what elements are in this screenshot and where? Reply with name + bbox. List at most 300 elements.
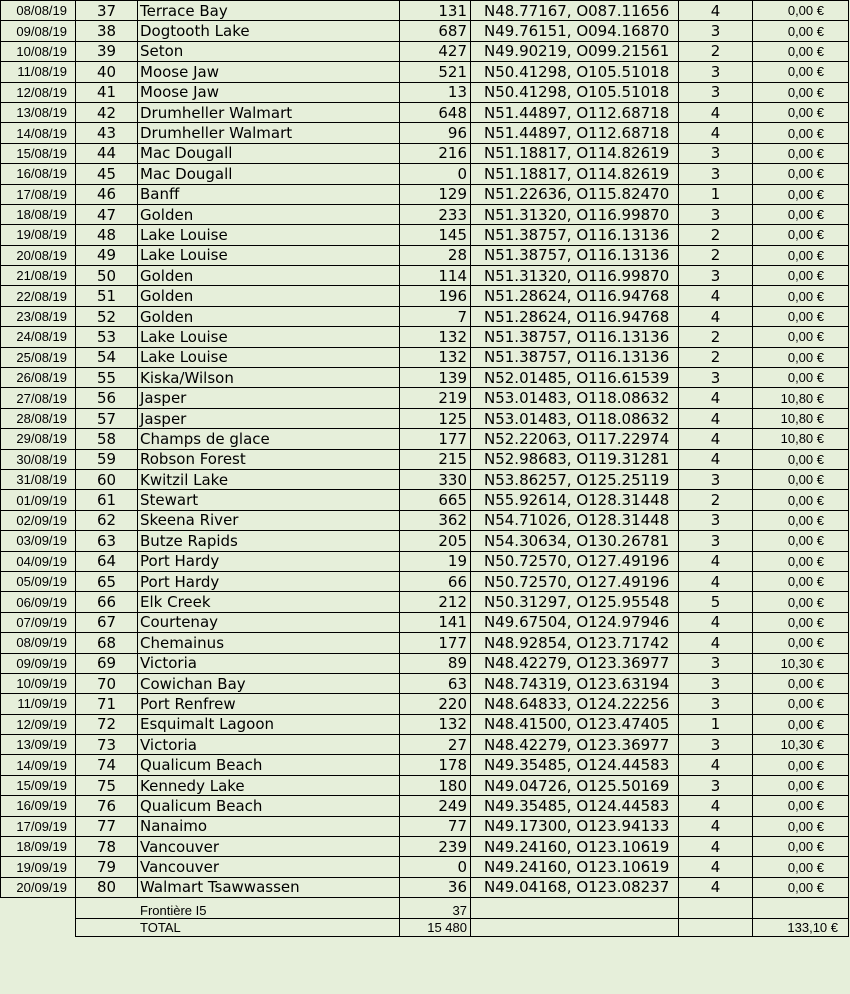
stage-number-cell: 74 [76, 755, 138, 775]
distance-km-cell: 132 [400, 327, 471, 347]
place-cell: Cowichan Bay [138, 673, 400, 693]
distance-km-cell: 131 [400, 1, 471, 21]
stage-number-cell: 53 [76, 327, 138, 347]
table-row [1, 184, 849, 204]
date-cell: 19/09/19 [1, 857, 76, 877]
cost-cell: 0,00 € [753, 82, 849, 102]
place-cell: Lake Louise [138, 327, 400, 347]
cost-cell: 0,00 € [753, 816, 849, 836]
gps-coordinates-cell: N53.01483, O118.08632 [471, 408, 679, 428]
cost-cell: 0,00 € [753, 123, 849, 143]
table-row [1, 673, 849, 693]
border-crossing-km: 37 [400, 898, 471, 919]
stage-number-cell: 49 [76, 245, 138, 265]
table-row [1, 102, 849, 122]
cost-cell: 0,00 € [753, 368, 849, 388]
table-row [1, 266, 849, 286]
place-cell: Jasper [138, 388, 400, 408]
distance-km-cell: 180 [400, 775, 471, 795]
distance-km-cell: 648 [400, 102, 471, 122]
place-cell: Golden [138, 204, 400, 224]
gps-coordinates-cell: N49.04726, O125.50169 [471, 775, 679, 795]
rating-cell: 4 [679, 877, 753, 897]
cost-cell: 0,00 € [753, 571, 849, 591]
footer-empty-cell [753, 898, 849, 919]
place-cell: Moose Jaw [138, 62, 400, 82]
gps-coordinates-cell: N49.24160, O123.10619 [471, 837, 679, 857]
place-cell: Golden [138, 286, 400, 306]
rating-cell: 3 [679, 653, 753, 673]
place-cell: Champs de glace [138, 429, 400, 449]
cost-cell: 10,80 € [753, 388, 849, 408]
distance-km-cell: 36 [400, 877, 471, 897]
table-row [1, 347, 849, 367]
place-cell: Elk Creek [138, 592, 400, 612]
place-cell: Port Hardy [138, 551, 400, 571]
trip-log-body [1, 1, 849, 898]
date-cell: 31/08/19 [1, 469, 76, 489]
stage-number-cell: 59 [76, 449, 138, 469]
stage-number-cell: 75 [76, 775, 138, 795]
footer-empty-cell [1, 898, 76, 919]
cost-cell: 10,30 € [753, 735, 849, 755]
date-cell: 23/08/19 [1, 306, 76, 326]
rating-cell: 2 [679, 347, 753, 367]
stage-number-cell: 58 [76, 429, 138, 449]
gps-coordinates-cell: N51.22636, O115.82470 [471, 184, 679, 204]
distance-km-cell: 66 [400, 571, 471, 591]
distance-km-cell: 89 [400, 653, 471, 673]
distance-km-cell: 330 [400, 469, 471, 489]
date-cell: 16/09/19 [1, 796, 76, 816]
place-cell: Golden [138, 266, 400, 286]
cost-cell: 0,00 € [753, 755, 849, 775]
place-cell: Robson Forest [138, 449, 400, 469]
date-cell: 17/08/19 [1, 184, 76, 204]
place-cell: Lake Louise [138, 225, 400, 245]
rating-cell: 4 [679, 286, 753, 306]
gps-coordinates-cell: N51.28624, O116.94768 [471, 306, 679, 326]
date-cell: 26/08/19 [1, 368, 76, 388]
rating-cell: 2 [679, 41, 753, 61]
rating-cell: 4 [679, 837, 753, 857]
place-cell: Walmart Tsawwassen [138, 877, 400, 897]
table-row [1, 551, 849, 571]
table-row [1, 327, 849, 347]
rating-cell: 3 [679, 204, 753, 224]
place-cell: Kwitzil Lake [138, 469, 400, 489]
rating-cell: 4 [679, 102, 753, 122]
distance-km-cell: 205 [400, 531, 471, 551]
place-cell: Nanaimo [138, 816, 400, 836]
cost-cell: 0,00 € [753, 245, 849, 265]
table-row [1, 62, 849, 82]
table-row [1, 82, 849, 102]
stage-number-cell: 60 [76, 469, 138, 489]
rating-cell: 3 [679, 62, 753, 82]
rating-cell: 4 [679, 612, 753, 632]
cost-cell: 0,00 € [753, 837, 849, 857]
distance-km-cell: 13 [400, 82, 471, 102]
gps-coordinates-cell: N54.30634, O130.26781 [471, 531, 679, 551]
stage-number-cell: 55 [76, 368, 138, 388]
place-cell: Kennedy Lake [138, 775, 400, 795]
stage-number-cell: 79 [76, 857, 138, 877]
gps-coordinates-cell: N51.38757, O116.13136 [471, 327, 679, 347]
date-cell: 15/09/19 [1, 775, 76, 795]
stage-number-cell: 77 [76, 816, 138, 836]
gps-coordinates-cell: N52.98683, O119.31281 [471, 449, 679, 469]
date-cell: 13/08/19 [1, 102, 76, 122]
stage-number-cell: 42 [76, 102, 138, 122]
distance-km-cell: 212 [400, 592, 471, 612]
gps-coordinates-cell: N49.24160, O123.10619 [471, 857, 679, 877]
cost-cell: 0,00 € [753, 857, 849, 877]
gps-coordinates-cell: N51.18817, O114.82619 [471, 164, 679, 184]
date-cell: 28/08/19 [1, 408, 76, 428]
cost-cell: 0,00 € [753, 796, 849, 816]
date-cell: 16/08/19 [1, 164, 76, 184]
place-cell: Courtenay [138, 612, 400, 632]
stage-number-cell: 41 [76, 82, 138, 102]
border-crossing-row [1, 898, 849, 919]
gps-coordinates-cell: N50.72570, O127.49196 [471, 551, 679, 571]
date-cell: 21/08/19 [1, 266, 76, 286]
date-cell: 12/09/19 [1, 714, 76, 734]
distance-km-cell: 177 [400, 633, 471, 653]
place-cell: Qualicum Beach [138, 755, 400, 775]
trip-log-footer [1, 898, 849, 937]
cost-cell: 0,00 € [753, 286, 849, 306]
table-row [1, 633, 849, 653]
date-cell: 25/08/19 [1, 347, 76, 367]
gps-coordinates-cell: N51.18817, O114.82619 [471, 143, 679, 163]
place-cell: Jasper [138, 408, 400, 428]
rating-cell: 4 [679, 816, 753, 836]
distance-km-cell: 77 [400, 816, 471, 836]
stage-number-cell: 48 [76, 225, 138, 245]
table-row [1, 714, 849, 734]
distance-km-cell: 665 [400, 490, 471, 510]
gps-coordinates-cell: N51.31320, O116.99870 [471, 204, 679, 224]
stage-number-cell: 45 [76, 164, 138, 184]
rating-cell: 4 [679, 123, 753, 143]
stage-number-cell: 73 [76, 735, 138, 755]
date-cell: 10/09/19 [1, 673, 76, 693]
distance-km-cell: 233 [400, 204, 471, 224]
cost-cell: 0,00 € [753, 673, 849, 693]
total-label: TOTAL [76, 919, 400, 937]
table-row [1, 469, 849, 489]
stage-number-cell: 64 [76, 551, 138, 571]
date-cell: 04/09/19 [1, 551, 76, 571]
distance-km-cell: 63 [400, 673, 471, 693]
distance-km-cell: 96 [400, 123, 471, 143]
table-row [1, 164, 849, 184]
gps-coordinates-cell: N52.22063, O117.22974 [471, 429, 679, 449]
stage-number-cell: 76 [76, 796, 138, 816]
cost-cell: 0,00 € [753, 1, 849, 21]
date-cell: 14/08/19 [1, 123, 76, 143]
rating-cell: 1 [679, 714, 753, 734]
table-row [1, 123, 849, 143]
date-cell: 18/09/19 [1, 837, 76, 857]
rating-cell: 3 [679, 673, 753, 693]
place-cell: Butze Rapids [138, 531, 400, 551]
table-row [1, 592, 849, 612]
stage-number-cell: 54 [76, 347, 138, 367]
table-row [1, 653, 849, 673]
rating-cell: 1 [679, 184, 753, 204]
gps-coordinates-cell: N50.31297, O125.95548 [471, 592, 679, 612]
stage-number-cell: 51 [76, 286, 138, 306]
table-row [1, 571, 849, 591]
cost-cell: 0,00 € [753, 775, 849, 795]
rating-cell: 4 [679, 857, 753, 877]
table-row [1, 694, 849, 714]
cost-cell: 0,00 € [753, 225, 849, 245]
cost-cell: 0,00 € [753, 877, 849, 897]
distance-km-cell: 129 [400, 184, 471, 204]
table-row [1, 143, 849, 163]
date-cell: 01/09/19 [1, 490, 76, 510]
table-row [1, 877, 849, 897]
gps-coordinates-cell: N49.35485, O124.44583 [471, 796, 679, 816]
table-row [1, 449, 849, 469]
place-cell: Kiska/Wilson [138, 368, 400, 388]
rating-cell: 4 [679, 796, 753, 816]
place-cell: Vancouver [138, 857, 400, 877]
footer-empty-cell [679, 898, 753, 919]
rating-cell: 3 [679, 266, 753, 286]
stage-number-cell: 70 [76, 673, 138, 693]
stage-number-cell: 39 [76, 41, 138, 61]
distance-km-cell: 145 [400, 225, 471, 245]
place-cell: Qualicum Beach [138, 796, 400, 816]
place-cell: Skeena River [138, 510, 400, 530]
place-cell: Mac Dougall [138, 143, 400, 163]
stage-number-cell: 38 [76, 21, 138, 41]
cost-cell: 0,00 € [753, 266, 849, 286]
cost-cell: 0,00 € [753, 694, 849, 714]
distance-km-cell: 132 [400, 714, 471, 734]
table-row [1, 531, 849, 551]
date-cell: 30/08/19 [1, 449, 76, 469]
date-cell: 15/08/19 [1, 143, 76, 163]
rating-cell: 5 [679, 592, 753, 612]
place-cell: Lake Louise [138, 347, 400, 367]
footer-empty-cell [471, 919, 679, 937]
place-cell: Moose Jaw [138, 82, 400, 102]
gps-coordinates-cell: N51.38757, O116.13136 [471, 347, 679, 367]
place-cell: Lake Louise [138, 245, 400, 265]
table-row [1, 510, 849, 530]
gps-coordinates-cell: N48.92854, O123.71742 [471, 633, 679, 653]
place-cell: Seton [138, 41, 400, 61]
stage-number-cell: 37 [76, 1, 138, 21]
rating-cell: 4 [679, 449, 753, 469]
cost-cell: 0,00 € [753, 164, 849, 184]
stage-number-cell: 61 [76, 490, 138, 510]
cost-cell: 0,00 € [753, 469, 849, 489]
place-cell: Mac Dougall [138, 164, 400, 184]
footer-empty-cell [679, 919, 753, 937]
distance-km-cell: 239 [400, 837, 471, 857]
place-cell: Golden [138, 306, 400, 326]
stage-number-cell: 40 [76, 62, 138, 82]
rating-cell: 2 [679, 327, 753, 347]
stage-number-cell: 71 [76, 694, 138, 714]
distance-km-cell: 0 [400, 857, 471, 877]
table-row [1, 388, 849, 408]
table-row [1, 306, 849, 326]
cost-cell: 0,00 € [753, 62, 849, 82]
rating-cell: 3 [679, 735, 753, 755]
footer-empty-cell [471, 898, 679, 919]
cost-cell: 10,80 € [753, 408, 849, 428]
rating-cell: 4 [679, 429, 753, 449]
place-cell: Drumheller Walmart [138, 102, 400, 122]
date-cell: 09/08/19 [1, 21, 76, 41]
gps-coordinates-cell: N51.28624, O116.94768 [471, 286, 679, 306]
table-row [1, 204, 849, 224]
gps-coordinates-cell: N55.92614, O128.31448 [471, 490, 679, 510]
stage-number-cell: 52 [76, 306, 138, 326]
cost-cell: 0,00 € [753, 490, 849, 510]
gps-coordinates-cell: N49.76151, O094.16870 [471, 21, 679, 41]
stage-number-cell: 47 [76, 204, 138, 224]
date-cell: 13/09/19 [1, 735, 76, 755]
gps-coordinates-cell: N51.38757, O116.13136 [471, 245, 679, 265]
date-cell: 20/08/19 [1, 245, 76, 265]
stage-number-cell: 68 [76, 633, 138, 653]
distance-km-cell: 215 [400, 449, 471, 469]
date-cell: 18/08/19 [1, 204, 76, 224]
stage-number-cell: 50 [76, 266, 138, 286]
gps-coordinates-cell: N48.74319, O123.63194 [471, 673, 679, 693]
place-cell: Chemainus [138, 633, 400, 653]
cost-cell: 0,00 € [753, 204, 849, 224]
place-cell: Dogtooth Lake [138, 21, 400, 41]
distance-km-cell: 114 [400, 266, 471, 286]
cost-cell: 0,00 € [753, 592, 849, 612]
table-row [1, 245, 849, 265]
rating-cell: 4 [679, 388, 753, 408]
cost-cell: 0,00 € [753, 612, 849, 632]
place-cell: Terrace Bay [138, 1, 400, 21]
cost-cell: 0,00 € [753, 347, 849, 367]
stage-number-cell: 56 [76, 388, 138, 408]
table-row [1, 490, 849, 510]
date-cell: 08/08/19 [1, 1, 76, 21]
distance-km-cell: 28 [400, 245, 471, 265]
distance-km-cell: 19 [400, 551, 471, 571]
cost-cell: 0,00 € [753, 531, 849, 551]
rating-cell: 4 [679, 1, 753, 21]
gps-coordinates-cell: N50.41298, O105.51018 [471, 82, 679, 102]
distance-km-cell: 219 [400, 388, 471, 408]
gps-coordinates-cell: N49.04168, O123.08237 [471, 877, 679, 897]
place-cell: Banff [138, 184, 400, 204]
gps-coordinates-cell: N51.31320, O116.99870 [471, 266, 679, 286]
gps-coordinates-cell: N48.64833, O124.22256 [471, 694, 679, 714]
cost-cell: 0,00 € [753, 449, 849, 469]
gps-coordinates-cell: N49.67504, O124.97946 [471, 612, 679, 632]
place-cell: Port Renfrew [138, 694, 400, 714]
rating-cell: 4 [679, 571, 753, 591]
cost-cell: 0,00 € [753, 41, 849, 61]
distance-km-cell: 196 [400, 286, 471, 306]
date-cell: 24/08/19 [1, 327, 76, 347]
rating-cell: 3 [679, 510, 753, 530]
table-row [1, 408, 849, 428]
stage-number-cell: 63 [76, 531, 138, 551]
date-cell: 08/09/19 [1, 633, 76, 653]
date-cell: 02/09/19 [1, 510, 76, 530]
cost-cell: 10,80 € [753, 429, 849, 449]
gps-coordinates-cell: N48.77167, O087.11656 [471, 1, 679, 21]
distance-km-cell: 7 [400, 306, 471, 326]
table-row [1, 755, 849, 775]
gps-coordinates-cell: N48.41500, O123.47405 [471, 714, 679, 734]
date-cell: 12/08/19 [1, 82, 76, 102]
rating-cell: 4 [679, 633, 753, 653]
distance-km-cell: 27 [400, 735, 471, 755]
stage-number-cell: 43 [76, 123, 138, 143]
distance-km-cell: 178 [400, 755, 471, 775]
distance-km-cell: 220 [400, 694, 471, 714]
distance-km-cell: 139 [400, 368, 471, 388]
stage-number-cell: 72 [76, 714, 138, 734]
rating-cell: 3 [679, 531, 753, 551]
distance-km-cell: 177 [400, 429, 471, 449]
cost-cell: 0,00 € [753, 184, 849, 204]
date-cell: 19/08/19 [1, 225, 76, 245]
place-cell: Victoria [138, 653, 400, 673]
table-row [1, 41, 849, 61]
rating-cell: 3 [679, 21, 753, 41]
cost-cell: 0,00 € [753, 551, 849, 571]
date-cell: 27/08/19 [1, 388, 76, 408]
date-cell: 11/08/19 [1, 62, 76, 82]
date-cell: 14/09/19 [1, 755, 76, 775]
table-row [1, 368, 849, 388]
cost-cell: 10,30 € [753, 653, 849, 673]
distance-km-cell: 687 [400, 21, 471, 41]
stage-number-cell: 65 [76, 571, 138, 591]
rating-cell: 2 [679, 490, 753, 510]
place-cell: Port Hardy [138, 571, 400, 591]
cost-cell: 0,00 € [753, 633, 849, 653]
table-row [1, 857, 849, 877]
gps-coordinates-cell: N53.01483, O118.08632 [471, 388, 679, 408]
date-cell: 10/08/19 [1, 41, 76, 61]
table-row [1, 796, 849, 816]
table-row [1, 775, 849, 795]
total-cost: 133,10 € [753, 919, 849, 937]
place-cell: Esquimalt Lagoon [138, 714, 400, 734]
place-cell: Vancouver [138, 837, 400, 857]
cost-cell: 0,00 € [753, 510, 849, 530]
date-cell: 20/09/19 [1, 877, 76, 897]
stage-number-cell: 78 [76, 837, 138, 857]
border-crossing-label: Frontière I5 [76, 898, 400, 919]
table-row [1, 612, 849, 632]
distance-km-cell: 216 [400, 143, 471, 163]
place-cell: Stewart [138, 490, 400, 510]
stage-number-cell: 69 [76, 653, 138, 673]
date-cell: 11/09/19 [1, 694, 76, 714]
